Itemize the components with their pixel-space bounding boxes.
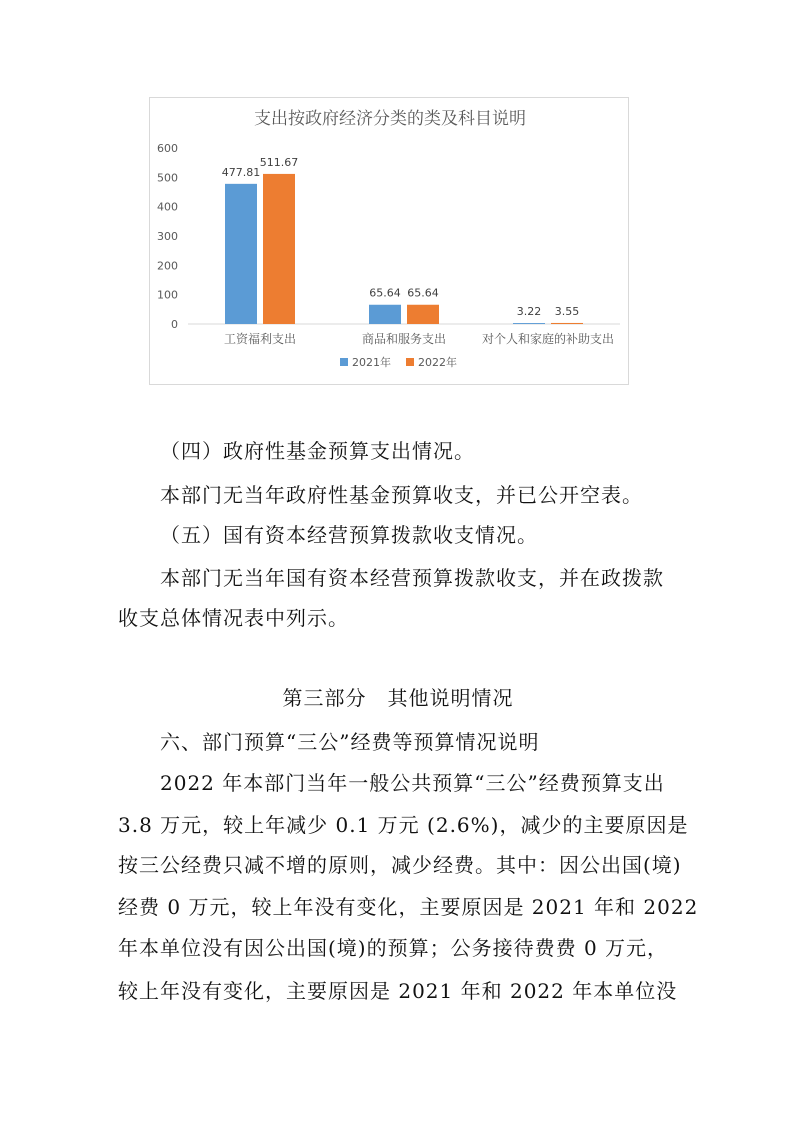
- paragraph-state-capital-1: 本部门无当年国有资本经营预算拨款收支，并在政拨款: [160, 566, 664, 590]
- paragraph-three-public-1: 2022 年本部门当年一般公共预算“三公”经费预算支出: [160, 771, 665, 795]
- data-label: 3.22: [516, 305, 542, 319]
- paragraph-three-public-4: 经费 0 万元，较上年没有变化，主要原因是 2021 年和 2022: [118, 895, 699, 919]
- data-label: 65.64: [369, 286, 401, 300]
- chart-canvas: [150, 98, 630, 386]
- paragraph-state-capital-2: 收支总体情况表中列示。: [118, 606, 349, 630]
- category-label: 工资福利支出: [223, 332, 297, 346]
- category-label: 商品和服务支出: [361, 332, 447, 346]
- bar: [369, 305, 401, 324]
- heading-section-4: （四）政府性基金预算支出情况。: [160, 439, 475, 463]
- legend-swatch: [340, 358, 348, 366]
- data-label: 511.67: [259, 155, 299, 169]
- y-tick-label: 100: [157, 288, 178, 302]
- expenditure-bar-chart: [149, 97, 629, 385]
- part-three-title: 第三部分 其他说明情况: [282, 686, 514, 710]
- paragraph-three-public-3: 按三公经费只减不增的原则，减少经费。其中：因公出国(境): [118, 853, 682, 877]
- bar: [263, 174, 295, 324]
- heading-section-6: 六、部门预算“三公”经费等预算情况说明: [160, 730, 540, 754]
- y-tick-label: 500: [157, 171, 178, 185]
- bar: [225, 184, 257, 324]
- y-tick-label: 0: [171, 318, 178, 331]
- heading-section-5: （五）国有资本经营预算拨款收支情况。: [160, 523, 538, 547]
- y-tick-label: 200: [157, 259, 178, 273]
- legend-label: 2021年: [352, 356, 391, 369]
- data-label: 3.55: [554, 304, 580, 318]
- bar: [551, 323, 583, 324]
- legend-swatch: [406, 358, 414, 366]
- paragraph-three-public-5: 年本单位没有因公出国(境)的预算；公务接待费费 0 万元，: [118, 936, 669, 960]
- bar: [407, 305, 439, 324]
- category-label: 对个人和家庭的补助支出: [481, 332, 615, 346]
- data-label: 65.64: [407, 286, 439, 300]
- paragraph-gov-fund: 本部门无当年政府性基金预算收支，并已公开空表。: [160, 483, 643, 507]
- y-tick-label: 400: [157, 200, 178, 214]
- y-tick-label: 600: [157, 142, 178, 155]
- bar: [513, 323, 545, 324]
- legend-label: 2022年: [418, 356, 457, 369]
- chart-title: 支出按政府经济分类的类及科目说明: [254, 109, 526, 129]
- paragraph-three-public-2: 3.8 万元，较上年减少 0.1 万元 (2.6%)，减少的主要原因是: [118, 813, 689, 837]
- data-label: 477.81: [221, 165, 261, 179]
- y-tick-label: 300: [157, 230, 178, 243]
- paragraph-three-public-6: 较上年没有变化，主要原因是 2021 年和 2022 年本单位没: [118, 979, 678, 1003]
